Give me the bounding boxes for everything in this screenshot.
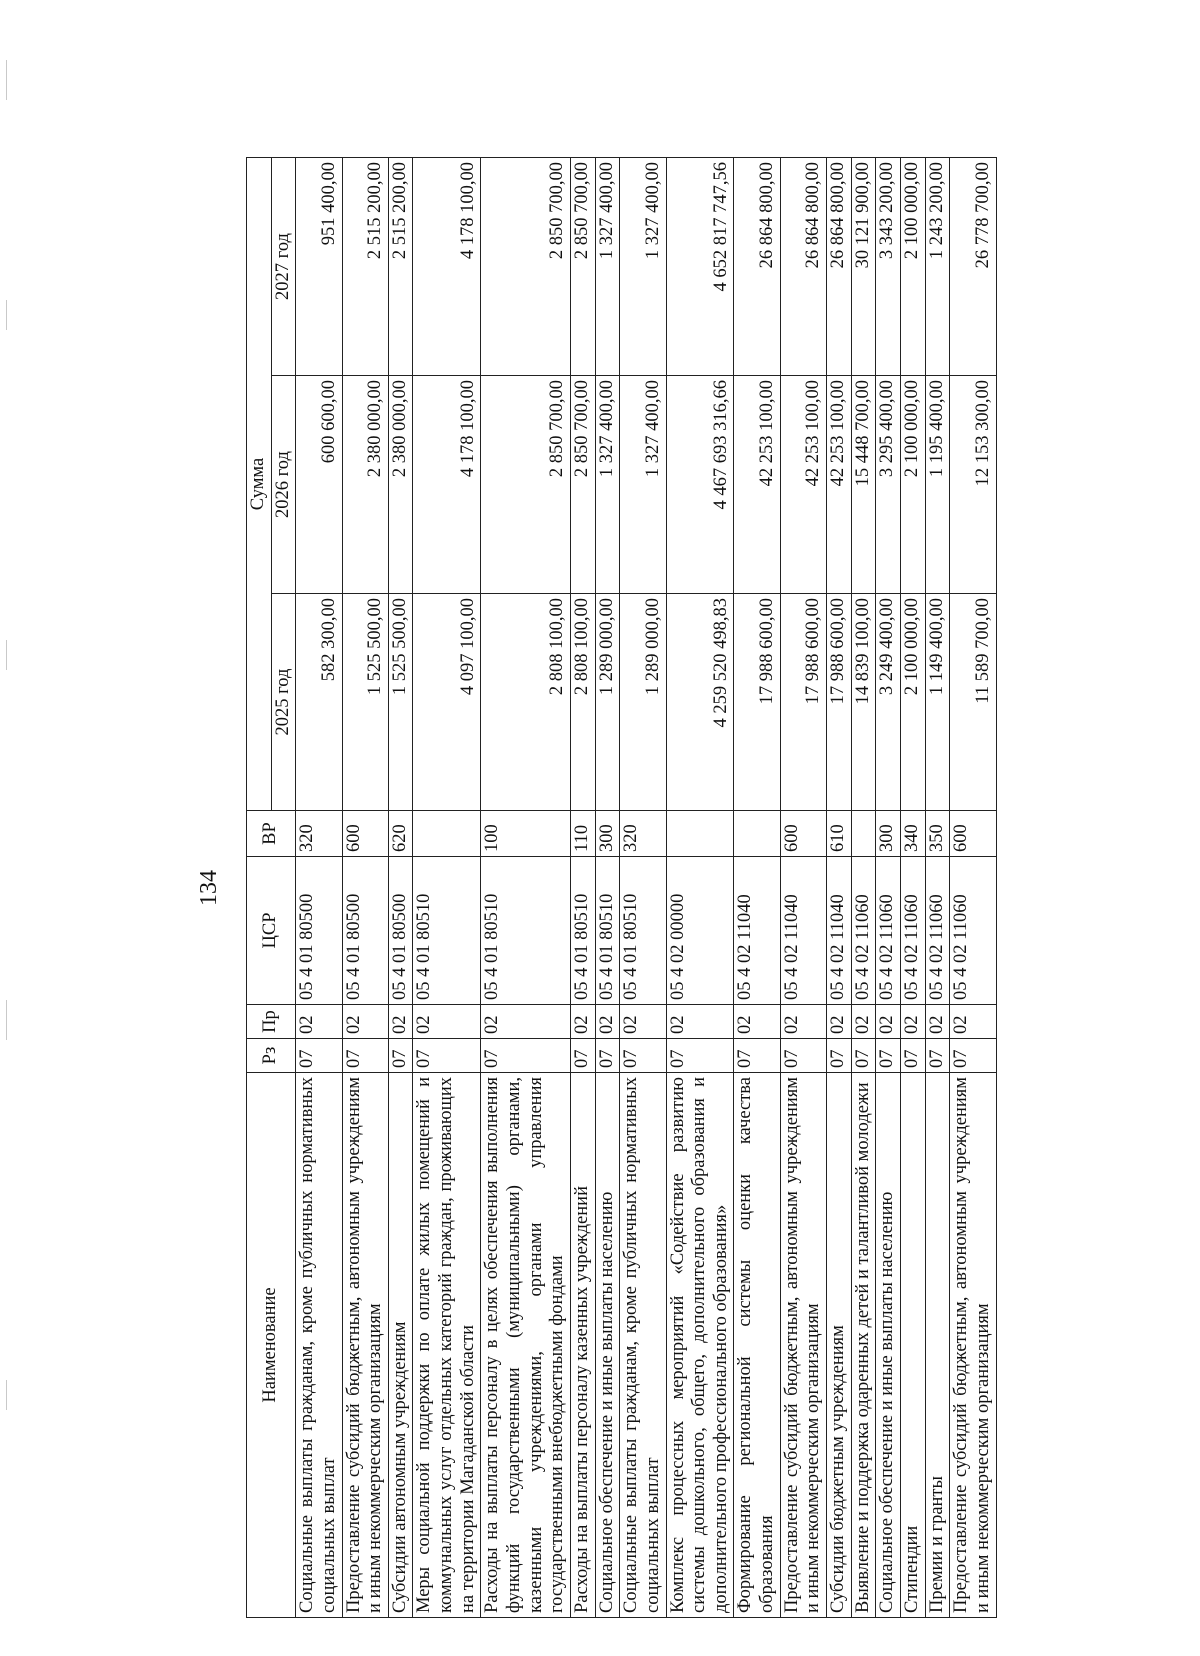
row-rz: 07: [900, 1039, 925, 1073]
row-amount-2025: 2 100 000,00: [900, 594, 925, 811]
row-pr: 02: [342, 1005, 388, 1039]
page-number: 134: [196, 870, 222, 906]
row-pr: 02: [950, 1005, 996, 1039]
row-vr: 320: [620, 811, 666, 857]
row-amount-2027: 26 864 800,00: [827, 157, 852, 375]
row-amount-2025: 4 259 520 498,83: [666, 594, 734, 811]
row-amount-2027: 1 327 400,00: [620, 157, 666, 375]
scan-edge-mark: [6, 1380, 7, 1410]
table-row: [827, 157, 852, 1617]
row-csr: 05 4 02 00000: [666, 857, 734, 1005]
row-pr: 02: [851, 1005, 876, 1039]
row-amount-2026: 12 153 300,00: [950, 376, 996, 594]
row-amount-2026: 2 850 700,00: [481, 376, 571, 594]
scan-edge-mark: [6, 300, 7, 330]
row-amount-2027: 2 515 200,00: [342, 157, 388, 375]
table-row: [413, 157, 481, 1617]
row-rz: 07: [595, 1039, 620, 1073]
row-csr: 05 4 01 80500: [342, 857, 388, 1005]
row-pr: 02: [734, 1005, 780, 1039]
row-amount-2026: 42 253 100,00: [827, 376, 852, 594]
row-amount-2027: 3 343 200,00: [876, 157, 901, 375]
row-vr: 100: [481, 811, 571, 857]
row-pr: 02: [388, 1005, 413, 1039]
row-amount-2027: 1 327 400,00: [595, 157, 620, 375]
row-rz: 07: [666, 1039, 734, 1073]
row-rz: 07: [481, 1039, 571, 1073]
table-header-row: [247, 157, 272, 1617]
row-pr: 02: [900, 1005, 925, 1039]
row-pr: 02: [595, 1005, 620, 1039]
row-rz: 07: [388, 1039, 413, 1073]
row-amount-2025: 17 988 600,00: [780, 594, 826, 811]
row-csr: 05 4 02 11060: [900, 857, 925, 1005]
row-pr: 02: [876, 1005, 901, 1039]
row-amount-2026: 42 253 100,00: [780, 376, 826, 594]
row-vr: 350: [925, 811, 950, 857]
row-csr: 05 4 01 80510: [570, 857, 595, 1005]
table-row: [900, 157, 925, 1617]
row-amount-2025: 3 249 400,00: [876, 594, 901, 811]
row-csr: 05 4 01 80500: [296, 857, 342, 1005]
row-csr: 05 4 02 11060: [950, 857, 996, 1005]
row-amount-2027: 4 178 100,00: [413, 157, 481, 375]
row-vr: [666, 811, 734, 857]
row-amount-2026: 2 380 000,00: [342, 376, 388, 594]
row-amount-2026: 2 850 700,00: [570, 376, 595, 594]
table-row: [481, 157, 571, 1617]
header-pr: Пр: [247, 1005, 296, 1039]
row-name: Комплекс процессных мероприятий «Содействие развитию системы дошкольного, общего, дополнительного образования и дополнительного профессионального образования»: [666, 1073, 734, 1618]
row-pr: 02: [481, 1005, 571, 1039]
row-amount-2027: 26 864 800,00: [734, 157, 780, 375]
table-row: [388, 157, 413, 1617]
row-rz: 07: [780, 1039, 826, 1073]
row-vr: 110: [570, 811, 595, 857]
row-amount-2026: 2 380 000,00: [388, 376, 413, 594]
row-pr: 02: [666, 1005, 734, 1039]
row-amount-2027: 26 864 800,00: [780, 157, 826, 375]
budget-table: [246, 157, 997, 1618]
row-vr: 600: [950, 811, 996, 857]
row-amount-2027: 2 850 700,00: [570, 157, 595, 375]
row-amount-2025: 2 808 100,00: [570, 594, 595, 811]
row-name: Предоставление субсидий бюджетным, автономным учреждениям и иным некоммерческим организациям: [342, 1073, 388, 1618]
row-name: Субсидии автономным учреждениям: [388, 1073, 413, 1618]
row-pr: 02: [413, 1005, 481, 1039]
row-name: Выявление и поддержка одаренных детей и талантливой молодежи: [851, 1073, 876, 1618]
row-amount-2025: 1 525 500,00: [342, 594, 388, 811]
row-amount-2026: 42 253 100,00: [734, 376, 780, 594]
scan-edge-mark: [6, 1000, 7, 1040]
row-rz: 07: [827, 1039, 852, 1073]
table-row: [620, 157, 666, 1617]
row-name: Социальное обеспечение и иные выплаты населению: [876, 1073, 901, 1618]
row-vr: 320: [296, 811, 342, 857]
row-amount-2027: 951 400,00: [296, 157, 342, 375]
scan-edge-mark: [6, 60, 7, 100]
row-rz: 07: [925, 1039, 950, 1073]
row-amount-2027: 2 515 200,00: [388, 157, 413, 375]
table-row: [876, 157, 901, 1617]
row-amount-2025: 17 988 600,00: [827, 594, 852, 811]
row-vr: 300: [876, 811, 901, 857]
row-amount-2026: 4 178 100,00: [413, 376, 481, 594]
scan-edge-mark: [6, 640, 7, 670]
row-rz: 07: [296, 1039, 342, 1073]
row-name: Расходы на выплаты персоналу казенных учреждений: [570, 1073, 595, 1618]
row-pr: 02: [827, 1005, 852, 1039]
table-row: [950, 157, 996, 1617]
row-name: Формирование региональной системы оценки качества образования: [734, 1073, 780, 1618]
row-csr: 05 4 02 11060: [925, 857, 950, 1005]
row-csr: 05 4 01 80500: [388, 857, 413, 1005]
row-csr: 05 4 02 11060: [876, 857, 901, 1005]
table-row: [342, 157, 388, 1617]
row-pr: 02: [925, 1005, 950, 1039]
header-year-2026: 2026 год: [271, 376, 296, 594]
row-amount-2025: 1 149 400,00: [925, 594, 950, 811]
row-csr: 05 4 01 80510: [413, 857, 481, 1005]
row-rz: 07: [950, 1039, 996, 1073]
row-name: Предоставление субсидий бюджетным, автономным учреждениям и иным некоммерческим организациям: [780, 1073, 826, 1618]
row-pr: 02: [780, 1005, 826, 1039]
row-amount-2026: 15 448 700,00: [851, 376, 876, 594]
row-rz: 07: [413, 1039, 481, 1073]
table-row: [595, 157, 620, 1617]
row-pr: 02: [296, 1005, 342, 1039]
row-amount-2026: 600 600,00: [296, 376, 342, 594]
row-name: Стипендии: [900, 1073, 925, 1618]
row-vr: 600: [342, 811, 388, 857]
row-name: Социальные выплаты гражданам, кроме публичных нормативных социальных выплат: [296, 1073, 342, 1618]
row-amount-2027: 26 778 700,00: [950, 157, 996, 375]
row-rz: 07: [620, 1039, 666, 1073]
row-name: Социальные выплаты гражданам, кроме публичных нормативных социальных выплат: [620, 1073, 666, 1618]
row-pr: 02: [620, 1005, 666, 1039]
row-csr: 05 4 02 11040: [827, 857, 852, 1005]
table-row: [296, 157, 342, 1617]
row-name: Расходы на выплаты персоналу в целях обеспечения выполнения функций государственными (муниципальными) органами, казенными учреждениями, органами управления государственными внебюджетными фондами: [481, 1073, 571, 1618]
table-row: [666, 157, 734, 1617]
row-vr: 600: [780, 811, 826, 857]
row-amount-2025: 17 988 600,00: [734, 594, 780, 811]
header-name: Наименование: [247, 1073, 296, 1618]
row-amount-2025: 582 300,00: [296, 594, 342, 811]
row-rz: 07: [734, 1039, 780, 1073]
row-vr: 620: [388, 811, 413, 857]
row-amount-2027: 1 243 200,00: [925, 157, 950, 375]
row-amount-2025: 1 289 000,00: [620, 594, 666, 811]
row-amount-2025: 14 839 100,00: [851, 594, 876, 811]
row-csr: 05 4 01 80510: [595, 857, 620, 1005]
row-amount-2026: 1 327 400,00: [620, 376, 666, 594]
row-rz: 07: [876, 1039, 901, 1073]
row-vr: 300: [595, 811, 620, 857]
header-year-2025: 2025 год: [271, 594, 296, 811]
row-amount-2026: 1 195 400,00: [925, 376, 950, 594]
row-amount-2025: 2 808 100,00: [481, 594, 571, 811]
rotated-content: [184, 158, 1184, 1618]
header-vr: ВР: [247, 811, 296, 857]
row-vr: 610: [827, 811, 852, 857]
row-name: Социальное обеспечение и иные выплаты населению: [595, 1073, 620, 1618]
table-row: [925, 157, 950, 1617]
row-name: Премии и гранты: [925, 1073, 950, 1618]
header-sum: Сумма: [247, 157, 272, 810]
row-csr: 05 4 02 11040: [734, 857, 780, 1005]
table-row: [734, 157, 780, 1617]
row-amount-2026: 1 327 400,00: [595, 376, 620, 594]
row-vr: [413, 811, 481, 857]
row-csr: 05 4 02 11040: [780, 857, 826, 1005]
header-rz: Рз: [247, 1039, 296, 1073]
row-csr: 05 4 01 80510: [620, 857, 666, 1005]
table-row: [851, 157, 876, 1617]
row-amount-2025: 11 589 700,00: [950, 594, 996, 811]
row-amount-2026: 2 100 000,00: [900, 376, 925, 594]
row-rz: 07: [570, 1039, 595, 1073]
row-csr: 05 4 01 80510: [481, 857, 571, 1005]
row-name: Предоставление субсидий бюджетным, автономным учреждениям и иным некоммерческим организациям: [950, 1073, 996, 1618]
row-vr: [734, 811, 780, 857]
row-amount-2026: 3 295 400,00: [876, 376, 901, 594]
row-amount-2027: 4 652 817 747,56: [666, 157, 734, 375]
row-name: Меры социальной поддержки по оплате жилых помещений и коммунальных услуг отдельных категорий граждан, проживающих на территории Магаданской области: [413, 1073, 481, 1618]
row-amount-2027: 2 100 000,00: [900, 157, 925, 375]
row-vr: [851, 811, 876, 857]
row-csr: 05 4 02 11060: [851, 857, 876, 1005]
row-pr: 02: [570, 1005, 595, 1039]
table-row: [570, 157, 595, 1617]
header-year-2027: 2027 год: [271, 157, 296, 375]
row-amount-2027: 2 850 700,00: [481, 157, 571, 375]
row-rz: 07: [342, 1039, 388, 1073]
row-amount-2025: 4 097 100,00: [413, 594, 481, 811]
row-amount-2027: 30 121 900,00: [851, 157, 876, 375]
row-vr: 340: [900, 811, 925, 857]
row-amount-2025: 1 525 500,00: [388, 594, 413, 811]
table-row: [780, 157, 826, 1617]
row-amount-2025: 1 289 000,00: [595, 594, 620, 811]
row-amount-2026: 4 467 693 316,66: [666, 376, 734, 594]
header-csr: ЦСР: [247, 857, 296, 1005]
row-rz: 07: [851, 1039, 876, 1073]
row-name: Субсидии бюджетным учреждениям: [827, 1073, 852, 1618]
